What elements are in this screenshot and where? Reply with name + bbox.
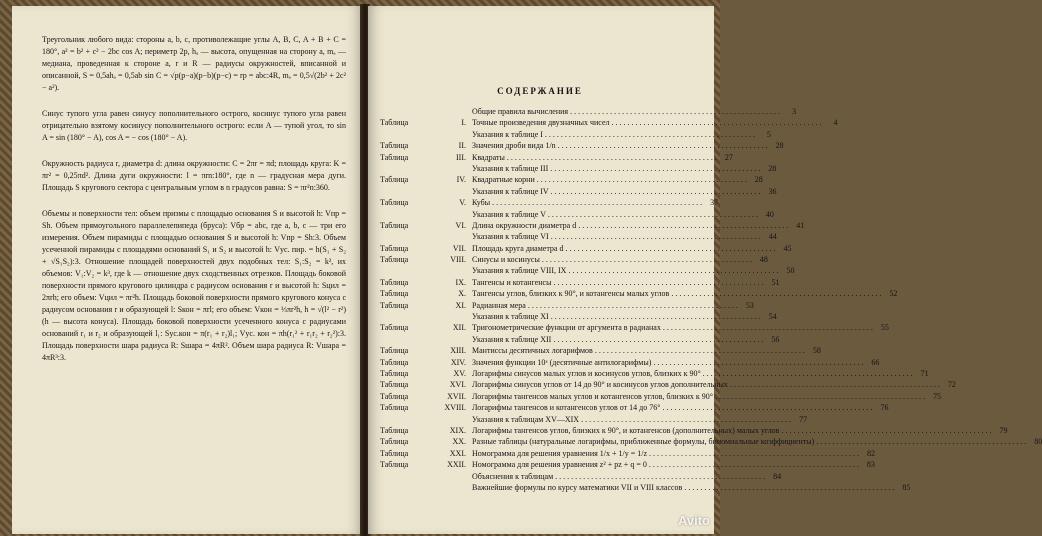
toc-entry-text: Указания к таблице V . . . [472, 209, 758, 220]
toc-page-number: 41 [796, 220, 805, 230]
toc-entry-text: Логарифмы тангенсов углов, близких к 90°, и котангенсов (дополнительных) малых углов . . . [472, 425, 991, 436]
toc-row [380, 140, 784, 151]
toc-row [380, 300, 754, 311]
toc-label: Таблица [380, 460, 409, 470]
toc-number: XV. [453, 368, 466, 378]
toc-label: Таблица [380, 220, 409, 230]
toc-page-number: 4 [833, 118, 838, 128]
toc-row [380, 220, 805, 231]
toc-entry-text: Логарифмы синусов углов от 14 до 90° и косинусов углов дополнительных . . . [472, 379, 940, 390]
toc-page-number: 76 [880, 403, 889, 413]
toc-row [380, 186, 777, 197]
toc-label: Таблица [380, 357, 409, 367]
toc-page-number: 28 [768, 163, 777, 173]
toc-page-number: 5 [766, 129, 771, 139]
toc-entry-text: Квадраты . . . [472, 152, 717, 163]
toc-row [380, 254, 768, 265]
toc-page-number: 53 [745, 300, 754, 310]
paragraph-triangle: Треугольник любого вида: стороны a, b, c, противолежащие углы A, B, C, A + B + C = 180°, a² = b² + c² − 2bc cos A; периметр 2p, hₐ — высота, опущенная на сторону a, mₐ — медиана, проведенная к стороне a, r и R — радиусы окружностей, вписанной и описанной, S = 0,5ahₐ = 0,5ab sin C = √p(p−a)(p−b)(p−c) = rp = abc:4R, mₐ = 0,5√(2b² + 2c² − a²). [42, 35, 346, 92]
toc-page-number: 80 [1034, 437, 1042, 447]
toc-entry-text: Указания к таблице III . . . [472, 163, 760, 174]
toc-number: II. [458, 141, 466, 151]
toc-page-number: 77 [799, 414, 808, 424]
toc-number: XX. [452, 437, 466, 447]
toc-number: XII. [452, 323, 466, 333]
toc-row [380, 436, 1042, 447]
toc-row [380, 471, 782, 482]
toc-label: Таблица [380, 448, 409, 458]
toc-row [380, 414, 808, 425]
toc-page-number: 75 [932, 391, 941, 401]
toc-row [380, 357, 880, 368]
toc-number: XI. [455, 300, 466, 310]
toc-row [380, 379, 956, 390]
toc-number: XXII. [447, 460, 466, 470]
toc-page-number: 28 [754, 175, 763, 185]
toc-page-number: 37 [710, 198, 719, 208]
toc-label: Таблица [380, 380, 409, 390]
toc-page-number: 84 [773, 471, 782, 481]
toc-row [380, 391, 941, 402]
toc-entry-text: Значения дроби вида 1/n . . . [472, 140, 768, 151]
toc-page-number: 3 [792, 107, 797, 116]
toc-entry-text: Общие правила вычисления . . . [472, 106, 780, 117]
toc-entry-text: Указания к таблице XI . . . [472, 311, 761, 322]
toc-number: V. [459, 198, 466, 208]
toc-row [380, 277, 780, 288]
toc-number: IX. [455, 277, 466, 287]
toc-row [380, 231, 777, 242]
toc-page-number: 28 [775, 141, 784, 151]
toc-page-number: 44 [768, 232, 777, 242]
toc-page-number: 45 [783, 243, 792, 253]
toc-row [380, 163, 777, 174]
toc-number: VII. [452, 243, 466, 253]
toc-entry-text: Тригонометрические функции от аргумента в радианах . . . [472, 322, 873, 333]
toc-entry-text: Указания к таблице IV . . . [472, 186, 761, 197]
toc-entry-text: Длина окружности диаметра d . . . [472, 220, 788, 231]
toc-page-number: 50 [786, 266, 795, 276]
toc-entry-text: Номограмма для решения уравнения 1/x + 1/y = 1/z . . . [472, 448, 859, 459]
toc-entry-text: Синусы и косинусы . . . [472, 254, 752, 265]
paragraph-obtuse-angle: Синус тупого угла равен синусу пополнительного острого, косинус тупого угла равен отрицательно взятому косинусу пополнительного острого: если A — тупой угол, то sin A = sin (180° − A), cos A = − cos (180° − A). [42, 109, 346, 142]
toc-entry-text: Указания к таблице VI . . . [472, 231, 761, 242]
toc-entry-text: Тангенсы углов, близких к 90°, и котангенсы малых углов . . . [472, 288, 881, 299]
toc-number: XXI. [449, 448, 466, 458]
toc-label: Таблица [380, 141, 409, 151]
toc-page-number: 40 [765, 209, 774, 219]
toc-row [380, 129, 771, 140]
toc-row [380, 209, 774, 220]
toc-page-number: 56 [771, 334, 780, 344]
toc-page-number: 85 [902, 482, 911, 492]
toc-label: Таблица [380, 243, 409, 253]
toc-entry-text: Значения функции 10ˣ (десятичные антилогарифмы) . . . [472, 357, 863, 368]
toc-page-number: 83 [866, 460, 875, 470]
toc-label: Таблица [380, 289, 409, 299]
toc-number: XIII. [450, 346, 466, 356]
toc-number: IV. [456, 175, 466, 185]
toc-number: X. [458, 289, 466, 299]
toc-label: Таблица [380, 277, 409, 287]
toc-label: Таблица [380, 403, 409, 413]
toc-page-number: 27 [724, 152, 733, 162]
toc-entry-text: Номограмма для решения уравнения z² + pz + q = 0 . . . [472, 459, 859, 470]
toc-entry-text: Объяснения к таблицам . . . [472, 471, 765, 482]
paragraph-circle: Окружность радиуса r, диаметра d: длина окружности: C = 2πr = πd; площадь круга: K = πr² = 0,25πd². Длина дуги окружности: l = πrn:180°, где n — градусная мера дуги. Площадь S кругового сектора с центральным углом в n градусов равна: S = πr²n:360. [42, 159, 346, 192]
toc-label: Таблица [380, 198, 409, 208]
toc-number: XVII. [447, 391, 466, 401]
toc-row [380, 425, 1008, 436]
toc-row [380, 197, 719, 208]
toc-number: III. [456, 152, 466, 162]
toc-page-number: 51 [771, 277, 780, 287]
toc-row [380, 174, 763, 185]
toc-page-number: 71 [920, 368, 929, 378]
toc-label: Таблица [380, 175, 409, 185]
toc-entry-text: Квадратные корни . . . [472, 174, 747, 185]
toc-label: Таблица [380, 118, 409, 128]
toc-number: XVIII. [444, 403, 466, 413]
paragraph-solids: Объемы и поверхности тел: объем призмы с площадью основания S и высотой h: Vпр = Sh. Объем прямоугольного параллелепипеда (бруса): Vбр = abc, где a, b, c — три его измерения. Объем пирамиды с площадью основания S и высотой h: Vпр = Sh:3. Объем усеченной пирамиды с площадями оснований S₁ и S₂ и высотой h: Vус. пир. = h(S₁ + S₂ + √S₁S₂):3. Отношение площадей поверхностей двух подобных тел: S₁:S₂ = k², их объемов: V₁:V₂ = k³, где k — отношение двух сходственных отрезков. Площадь боковой поверхности прямого кругового цилиндра с радиусом основания r и высотой h: Sцил = 2πrh; его объем: Vцил = πr²h. Площадь боковой поверхности прямого кругового конуса с радиусом основания r и образующей l: Sкон = πrl; его объем: Vкон = ⅓πr²h, h = √(l² − r²) (h — высота конуса). Площадь боковой поверхности усеченного конуса с радиусами оснований r₁ и r₂ и образующей l₁: Sус.кон = π(r₁ + r₂)l₁; Vус. кон = πh(r₁² + r₁r₂ + r₂²):3. Площадь поверхности шара радиуса R: Sшара = 4πR². Объем шара радиуса R: Vшара = 4πR³:3. [42, 209, 346, 362]
toc-number: XIV. [450, 357, 466, 367]
toc-row [380, 482, 911, 493]
toc-entry-text: Кубы . . . [472, 197, 702, 208]
toc-entry-text: Логарифмы тангенсов и котангенсов углов от 14 до 76° . . . [472, 402, 872, 413]
toc-page-number: 58 [812, 346, 821, 356]
toc-entry-text: Разные таблицы (натуральные логарифмы, приближенные формулы, биномиальные коэффициенты) . . . [472, 436, 1026, 447]
toc-page-number: 66 [871, 357, 880, 367]
toc-page-number: 52 [889, 289, 898, 299]
toc-page-number: 55 [880, 323, 889, 333]
toc-entry-text: Точные произведения двузначных чисел . . . [472, 117, 822, 128]
toc-row [380, 334, 780, 345]
toc-entry-text: Радианная мера . . . [472, 300, 738, 311]
left-page [12, 6, 362, 534]
table-of-contents [380, 106, 1042, 493]
toc-row [380, 265, 795, 276]
toc-entry-text: Логарифмы синусов малых углов и косинусов углов, близких к 90° . . . [472, 368, 913, 379]
toc-page-number: 36 [768, 186, 777, 196]
toc-row [380, 345, 821, 356]
toc-entry-text: Тангенсы и котангенсы . . . [472, 277, 763, 288]
toc-row [380, 368, 929, 379]
toc-row [380, 402, 889, 413]
contents-title: СОДЕРЖАНИЕ [497, 86, 583, 96]
toc-page-number: 48 [759, 255, 768, 265]
toc-number: I. [461, 118, 466, 128]
toc-row [380, 243, 792, 254]
toc-number: VI. [455, 220, 466, 230]
toc-row [380, 106, 797, 117]
toc-label: Таблица [380, 152, 409, 162]
toc-row [380, 459, 875, 470]
toc-page-number: 82 [867, 448, 876, 458]
toc-page-number: 54 [768, 312, 777, 322]
toc-page-number: 72 [947, 380, 956, 390]
toc-label: Таблица [380, 437, 409, 447]
toc-entry-text: Указания к таблицам XV—XIX . . . [472, 414, 791, 425]
toc-number: XVI. [449, 380, 466, 390]
toc-number: VIII. [450, 255, 466, 265]
toc-row [380, 448, 876, 459]
toc-label: Таблица [380, 425, 409, 435]
toc-row [380, 322, 889, 333]
toc-row [380, 117, 838, 128]
toc-row [380, 288, 898, 299]
toc-entry-text: Указания к таблице VIII, IX . . . [472, 265, 778, 276]
toc-entry-text: Мантиссы десятичных логарифмов . . . [472, 345, 805, 356]
toc-label: Таблица [380, 346, 409, 356]
watermark-logo: Avito [677, 513, 710, 528]
toc-label: Таблица [380, 391, 409, 401]
toc-number: XIX. [449, 425, 466, 435]
toc-row [380, 311, 777, 322]
toc-entry-text: Указания к таблице XII . . . [472, 334, 763, 345]
toc-entry-text: Площадь круга диаметра d . . . [472, 243, 775, 254]
toc-row [380, 152, 733, 163]
toc-label: Таблица [380, 368, 409, 378]
toc-page-number: 79 [999, 425, 1008, 435]
toc-label: Таблица [380, 300, 409, 310]
toc-label: Таблица [380, 323, 409, 333]
right-page [368, 6, 1042, 534]
toc-entry-text: Важнейшие формулы по курсу математики VII и VIII классов . . . [472, 482, 894, 493]
toc-entry-text: Логарифмы тангенсов малых углов и котангенсов углов, близких к 90° . . . [472, 391, 925, 402]
toc-entry-text: Указания к таблице I . . . [472, 129, 755, 140]
toc-label: Таблица [380, 255, 409, 265]
